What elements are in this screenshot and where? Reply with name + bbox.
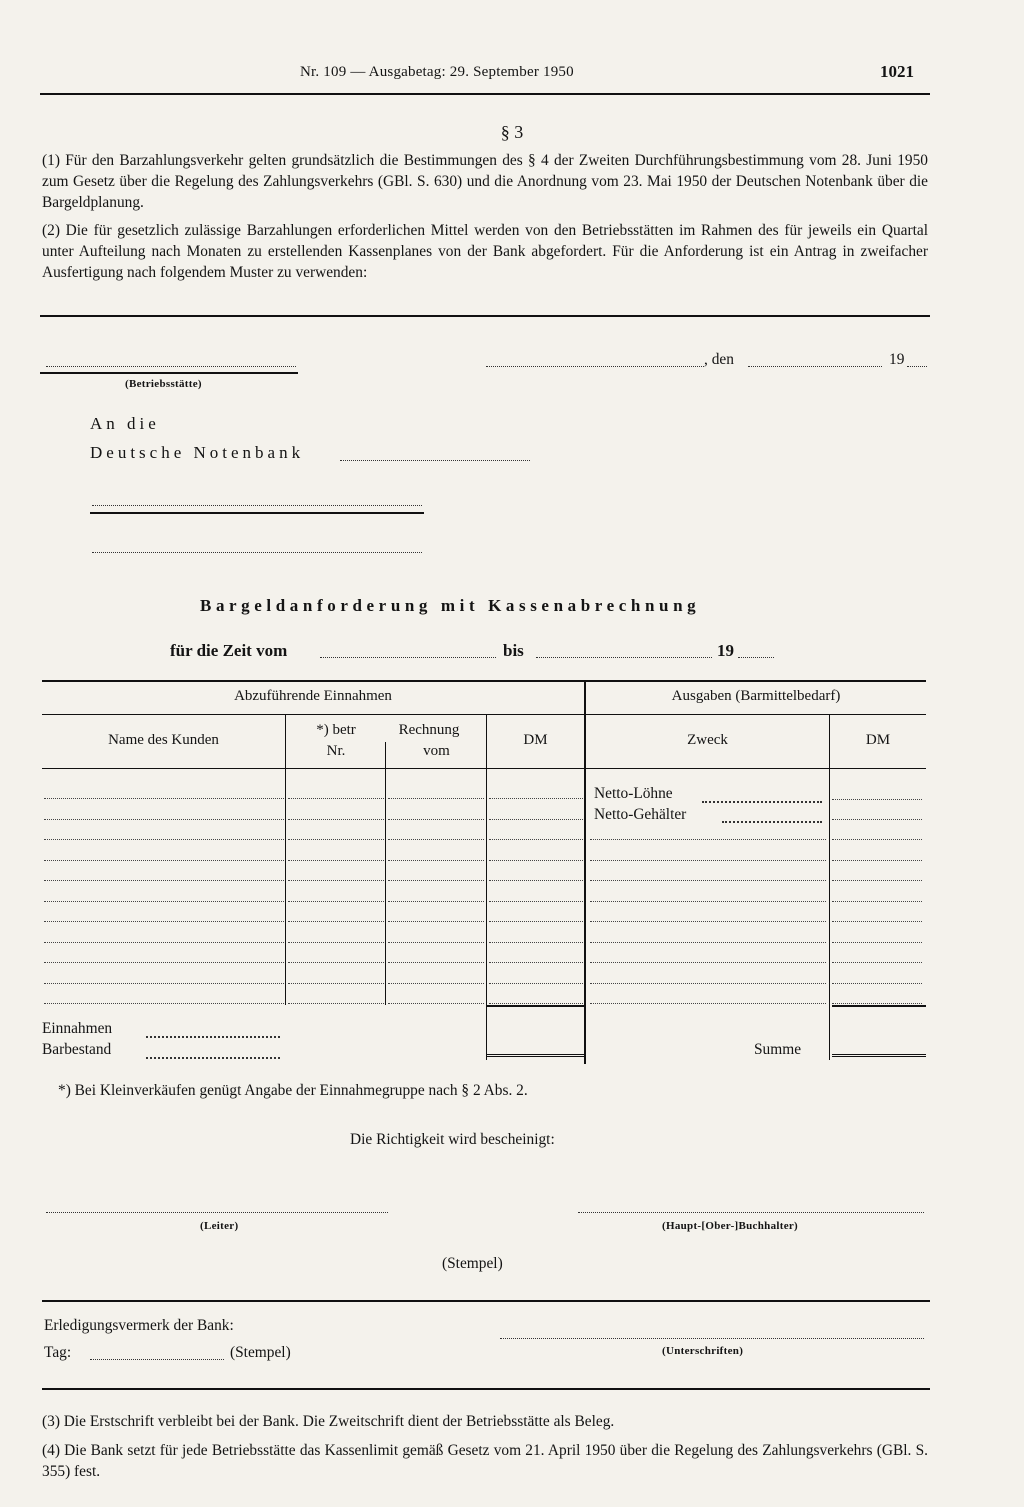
entry-line — [832, 901, 922, 902]
right-row-1-fill — [702, 801, 822, 803]
col-dm-right: DM — [865, 732, 891, 748]
entry-line — [590, 962, 826, 963]
entry-line — [489, 798, 583, 799]
address-line-1 — [92, 505, 422, 506]
summe-top — [832, 1005, 926, 1007]
entry-line — [288, 880, 384, 881]
entry-line — [288, 798, 384, 799]
betriebsstaette-line — [46, 366, 296, 367]
entry-line — [288, 983, 384, 984]
entry-line — [388, 962, 484, 963]
betriebsstaette-underline — [40, 372, 298, 374]
zeit-19-line — [738, 657, 774, 658]
unterschriften-label: (Unterschriften) — [662, 1345, 744, 1357]
col-name-kunden: Name des Kunden — [108, 732, 219, 748]
zeit-bis: bis — [503, 641, 524, 660]
entry-line — [288, 1003, 384, 1004]
entry-line — [489, 880, 583, 881]
zeit-prefix: für die Zeit vom — [170, 641, 288, 660]
entry-line — [288, 921, 384, 922]
year-label: 19 — [889, 351, 905, 368]
col-rechnung: Rechnung — [398, 722, 460, 738]
page-number: 1021 — [880, 62, 914, 81]
right-row-1: Netto-Löhne — [594, 785, 673, 802]
tag-label: Tag: — [44, 1344, 72, 1361]
entry-line — [489, 983, 583, 984]
entry-line — [44, 798, 284, 799]
kassen-table — [42, 680, 926, 1064]
entry-line — [288, 819, 384, 820]
col-divider-2 — [385, 742, 386, 1005]
entry-line — [388, 839, 484, 840]
col-vom: vom — [423, 743, 450, 759]
paragraph-4: (4) Die Bank setzt für jede Betriebsstätte das Kassenlimit gemäß Gesetz vom 21. April 1950 über die Regelung des Zahlungsverkehrs (GBl. S. 355) fest. — [42, 1442, 928, 1480]
entry-line — [388, 901, 484, 902]
entry-line — [44, 839, 284, 840]
section-symbol: § 3 — [500, 122, 524, 142]
buchhalter-label: (Haupt-[Ober-]Buchhalter) — [662, 1220, 799, 1232]
entry-line — [288, 860, 384, 861]
entry-line — [590, 942, 826, 943]
unterschriften-line — [500, 1338, 924, 1339]
form-top-rule — [40, 315, 930, 317]
entry-line — [44, 1003, 284, 1004]
notenbank-line — [340, 460, 530, 461]
right-row-1-dm — [832, 799, 922, 800]
entry-line — [388, 798, 484, 799]
address-underline — [90, 512, 424, 514]
entry-line — [489, 860, 583, 861]
entry-line — [489, 962, 583, 963]
header-rule — [40, 93, 930, 95]
den-label: , den — [704, 351, 734, 368]
entry-line — [590, 860, 826, 861]
entry-line — [44, 942, 284, 943]
entry-line — [44, 860, 284, 861]
entry-line — [590, 839, 826, 840]
tag-stempel: (Stempel) — [230, 1344, 291, 1361]
entry-line — [388, 942, 484, 943]
entry-line — [489, 901, 583, 902]
stempel-label: (Stempel) — [442, 1255, 503, 1272]
col-zweck: Zweck — [687, 732, 728, 748]
entry-line — [44, 983, 284, 984]
tag-line — [90, 1359, 224, 1360]
entry-line — [489, 819, 583, 820]
entry-line — [590, 983, 826, 984]
left-header: Abzuführende Einnahmen — [234, 688, 392, 704]
footnote: *) Bei Kleinverkäufen genügt Angabe der Einnahmegruppe nach § 2 Abs. 2. — [58, 1082, 528, 1099]
entry-line — [832, 962, 922, 963]
entry-line — [288, 901, 384, 902]
entry-line — [489, 839, 583, 840]
summe-label: Summe — [754, 1041, 802, 1058]
entry-line — [590, 1003, 826, 1004]
zeit-bis-line — [536, 657, 712, 658]
paragraph-2: (2) Die für gesetzlich zulässige Barzahlungen erforderlichen Mittel werden von den Betriebsstätten im Rahmen des für jeweils ein Quartal unter Aufteilung nach Monaten zu erstellenden Kassenplanes von der Bank abgefordert. Für die Anforderung ist ein Antrag in zweifacher Ausfertigung nach folgendem Muster zu verwenden: — [42, 222, 928, 281]
entry-line — [44, 921, 284, 922]
col-divider-3 — [486, 715, 487, 1060]
stempel-rule — [42, 1300, 930, 1302]
deutsche-notenbank: Deutsche Notenbank — [90, 443, 305, 462]
datum-line — [748, 366, 882, 367]
entry-line — [388, 880, 484, 881]
entry-line — [44, 962, 284, 963]
table-top-rule — [42, 680, 926, 682]
zeit-vom-line — [320, 657, 496, 658]
entry-line — [832, 921, 922, 922]
erledigung-label: Erledigungsvermerk der Bank: — [44, 1317, 234, 1334]
form-title: Bargeldanforderung mit Kassenabrechnung — [200, 596, 701, 615]
entry-line — [590, 921, 826, 922]
barbestand-fill — [146, 1057, 280, 1059]
entry-line — [388, 921, 484, 922]
entry-line — [489, 921, 583, 922]
an-die: An die — [90, 414, 160, 433]
entry-line — [288, 839, 384, 840]
entry-line — [44, 880, 284, 881]
col-dm-left: DM — [523, 732, 548, 748]
einnahmen-label: Einnahmen — [42, 1020, 113, 1037]
header-divider — [42, 714, 926, 715]
entry-line — [832, 860, 922, 861]
entry-line — [388, 983, 484, 984]
col-divider-4 — [829, 715, 830, 1060]
einnahmen-fill — [146, 1036, 280, 1038]
form-bottom-rule — [42, 1388, 930, 1390]
richtigkeit: Die Richtigkeit wird bescheinigt: — [350, 1131, 555, 1148]
entry-line — [489, 1003, 583, 1004]
ort-line — [486, 366, 704, 367]
entry-line — [832, 839, 922, 840]
entry-line — [590, 901, 826, 902]
right-header: Ausgaben (Barmittelbedarf) — [671, 688, 841, 704]
entry-line — [832, 880, 922, 881]
body-top-rule — [42, 768, 926, 769]
entry-line — [832, 942, 922, 943]
entry-line — [832, 1003, 922, 1004]
issue-header: Nr. 109 — Ausgabetag: 29. September 1950 — [300, 64, 574, 80]
entry-line — [288, 942, 384, 943]
entry-line — [44, 819, 284, 820]
buchhalter-line — [578, 1212, 924, 1213]
entry-line — [388, 860, 484, 861]
dm-sum-bottom — [486, 1054, 584, 1057]
entry-line — [590, 880, 826, 881]
entry-line — [388, 819, 484, 820]
entry-line — [489, 942, 583, 943]
dm-sum-top — [486, 1005, 584, 1007]
paragraph-1: (1) Für den Barzahlungsverkehr gelten grundsätzlich die Bestimmungen des § 4 der Zweiten Durchführungsbestimmung vom 28. Juni 1950 zum Gesetz über die Regelung des Zahlungsverkehrs (GBl. S. 630) und die Anordnung vom 23. Mai 1950 der Deutschen Notenbank über die Bargeldplanung. — [42, 152, 928, 211]
col-betr: *) betr — [316, 722, 356, 738]
right-row-2: Netto-Gehälter — [594, 806, 687, 823]
entry-line — [288, 962, 384, 963]
year-line — [907, 366, 927, 367]
col-nr: Nr. — [326, 743, 346, 759]
betriebsstaette-label: (Betriebsstätte) — [125, 378, 202, 390]
entry-line — [832, 983, 922, 984]
paragraph-3: (3) Die Erstschrift verbleibt bei der Bank. Die Zweitschrift dient der Betriebsstätte als Beleg. — [42, 1413, 615, 1430]
right-row-2-dm — [832, 819, 922, 820]
entry-line — [388, 1003, 484, 1004]
leiter-line — [46, 1212, 388, 1213]
zeit-19: 19 — [717, 641, 734, 660]
entry-line — [44, 901, 284, 902]
barbestand-label: Barbestand — [42, 1041, 112, 1058]
summe-bottom — [832, 1054, 926, 1057]
right-row-2-fill — [722, 821, 822, 823]
col-divider-1 — [285, 715, 286, 1005]
leiter-label: (Leiter) — [200, 1220, 239, 1232]
address-line-2 — [92, 552, 422, 553]
